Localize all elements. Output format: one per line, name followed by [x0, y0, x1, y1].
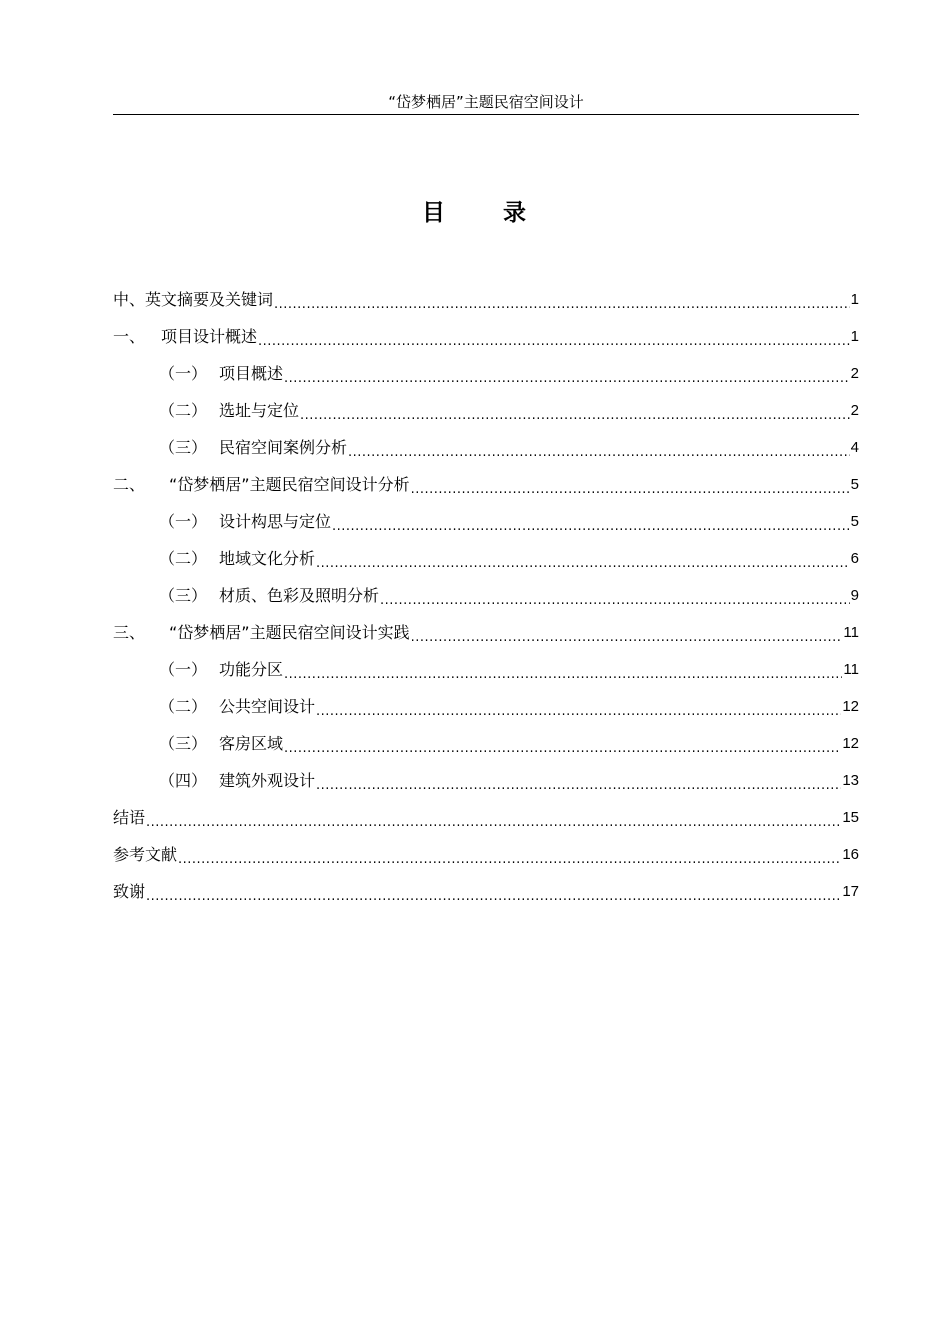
toc-entry-page: 1 — [850, 328, 859, 345]
toc-entry-text: 中、英文摘要及关键词 — [113, 290, 274, 309]
toc-entry[interactable] — [113, 318, 859, 355]
toc-entry-text: 功能分区 — [219, 660, 284, 679]
table-of-contents — [113, 281, 859, 910]
toc-leader-dots — [316, 688, 841, 725]
toc-entry-text: 设计构思与定位 — [219, 512, 332, 531]
toc-leader-dots — [316, 540, 850, 577]
toc-title-left: 目 — [422, 200, 447, 226]
toc-entry[interactable] — [113, 836, 859, 873]
toc-leader-dots — [284, 651, 842, 688]
toc-entry-text: 参考文献 — [113, 845, 178, 864]
toc-entry-page: 4 — [850, 439, 859, 456]
toc-entry-number: （三） — [159, 438, 208, 457]
toc-leader-dots — [411, 466, 850, 503]
toc-entry[interactable] — [113, 503, 859, 540]
toc-leader-dots — [316, 762, 841, 799]
toc-entry-text: 选址与定位 — [219, 401, 300, 420]
toc-entry-text: 民宿空间案例分析 — [219, 438, 348, 457]
toc-entry-text: “岱梦栖居”主题民宿空间设计实践 — [169, 623, 410, 642]
toc-leader-dots — [258, 318, 850, 355]
toc-title-right: 录 — [503, 200, 528, 226]
toc-entry-page: 6 — [850, 550, 859, 567]
toc-entry-text: 材质、色彩及照明分析 — [219, 586, 380, 605]
toc-title — [0, 196, 950, 230]
toc-entry-number: （二） — [159, 697, 208, 716]
toc-entry-page: 13 — [842, 772, 859, 789]
toc-entry-page: 11 — [843, 661, 859, 678]
toc-entry[interactable] — [113, 799, 859, 836]
toc-leader-dots — [274, 281, 850, 318]
toc-entry-text: 地域文化分析 — [219, 549, 316, 568]
toc-entry-number: （三） — [159, 734, 208, 753]
toc-entry-text: 建筑外观设计 — [219, 771, 316, 790]
toc-entry[interactable] — [113, 725, 859, 762]
toc-entry-number: （二） — [159, 549, 208, 568]
toc-entry-page: 12 — [842, 698, 859, 715]
toc-entry-page: 2 — [850, 402, 859, 419]
toc-entry-number: （一） — [159, 364, 208, 383]
toc-leader-dots — [380, 577, 850, 614]
toc-entry-text: “岱梦栖居”主题民宿空间设计分析 — [169, 475, 410, 494]
toc-entry-number: （三） — [159, 586, 208, 605]
toc-leader-dots — [332, 503, 850, 540]
toc-entry-page: 15 — [842, 809, 859, 826]
toc-entry-page: 16 — [842, 846, 859, 863]
toc-leader-dots — [146, 799, 841, 836]
toc-entry[interactable] — [113, 577, 859, 614]
toc-leader-dots — [178, 836, 841, 873]
toc-leader-dots — [348, 429, 850, 466]
toc-entry[interactable] — [113, 762, 859, 799]
toc-entry-text: 客房区域 — [219, 734, 284, 753]
toc-entry-page: 11 — [843, 624, 859, 641]
toc-entry-page: 5 — [850, 513, 859, 530]
toc-entry-number: （一） — [159, 512, 208, 531]
toc-entry-text: 项目设计概述 — [161, 327, 258, 346]
toc-entry[interactable] — [113, 540, 859, 577]
toc-leader-dots — [284, 725, 841, 762]
toc-entry[interactable] — [113, 429, 859, 466]
header-title: “岱梦栖居”主题民宿空间设计 — [388, 93, 584, 111]
toc-entry-number: （四） — [159, 771, 208, 790]
toc-entry-page: 12 — [842, 735, 859, 752]
toc-entry-text: 项目概述 — [219, 364, 284, 383]
toc-entry[interactable] — [113, 651, 859, 688]
toc-leader-dots — [300, 392, 850, 429]
toc-entry-number: 三、 — [113, 623, 146, 642]
toc-entry-number: 一、 — [113, 327, 146, 346]
toc-entry[interactable] — [113, 355, 859, 392]
toc-entry-text: 公共空间设计 — [219, 697, 316, 716]
toc-leader-dots — [411, 614, 843, 651]
toc-entry-page: 1 — [850, 291, 859, 308]
toc-entry-number: 二、 — [113, 475, 146, 494]
toc-entry-page: 5 — [850, 476, 859, 493]
toc-entry-number: （二） — [159, 401, 208, 420]
toc-entry-page: 17 — [842, 883, 859, 900]
toc-entry[interactable] — [113, 688, 859, 725]
toc-entry-page: 9 — [850, 587, 859, 604]
toc-entry-text: 结语 — [113, 808, 146, 827]
toc-entry[interactable] — [113, 392, 859, 429]
page-header — [113, 90, 859, 115]
toc-entry[interactable] — [113, 614, 859, 651]
toc-leader-dots — [284, 355, 850, 392]
toc-entry[interactable] — [113, 281, 859, 318]
toc-entry[interactable] — [113, 873, 859, 910]
toc-entry-text: 致谢 — [113, 882, 146, 901]
toc-entry-number: （一） — [159, 660, 208, 679]
toc-leader-dots — [146, 873, 841, 910]
toc-entry[interactable] — [113, 466, 859, 503]
toc-entry-page: 2 — [850, 365, 859, 382]
